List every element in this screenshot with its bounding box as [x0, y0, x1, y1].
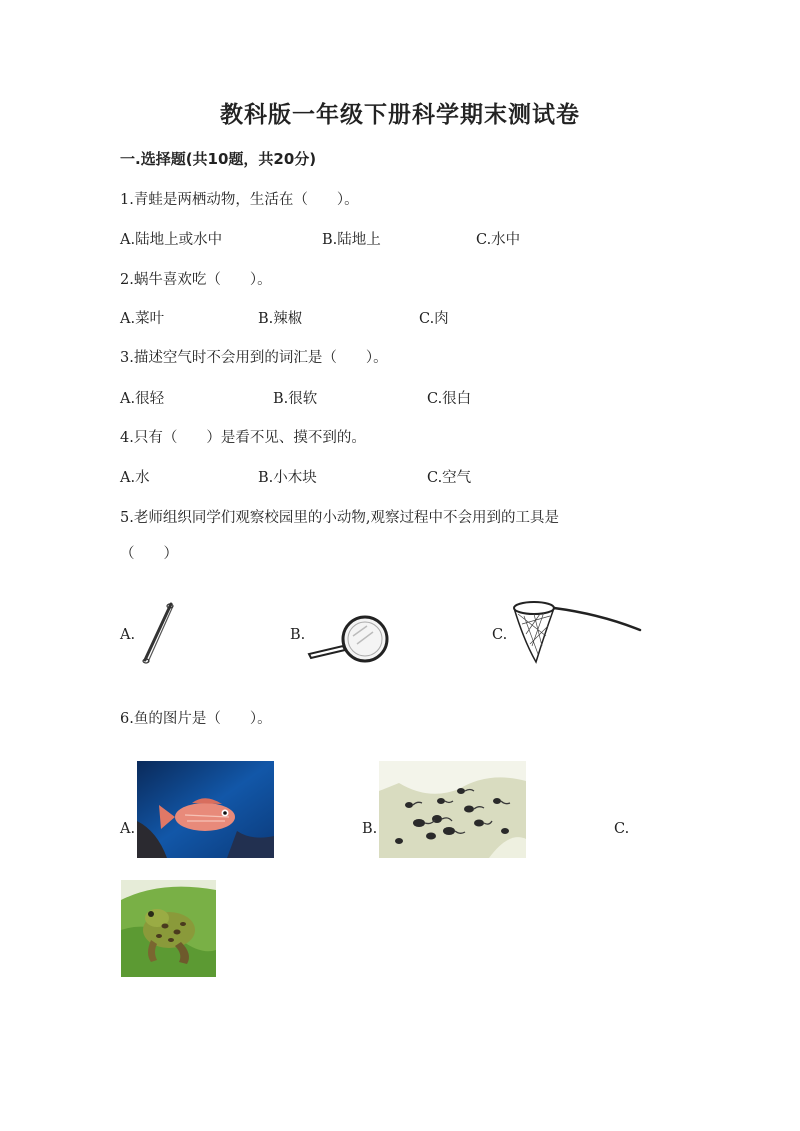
question-4: 4.只有（ ）是看不见、摸不到的。: [120, 430, 366, 446]
page-title: 教科版一年级下册科学期末测试卷: [220, 102, 580, 128]
tadpoles-photo: [379, 761, 526, 858]
question-6: 6.鱼的图片是（ ）。: [120, 711, 272, 727]
q1-option-c: C.水中: [476, 232, 521, 248]
q4-option-b: B.小木块: [258, 470, 317, 486]
section-heading: 一.选择题(共10题，共20分): [120, 150, 317, 168]
q6-option-c: C.: [614, 821, 630, 837]
fish-photo: [137, 761, 274, 858]
question-5: 5.老师组织同学们观察校园里的小动物,观察过程中不会用到的工具是: [120, 510, 559, 526]
tweezers-icon: [138, 600, 178, 666]
q2-option-a: A.菜叶: [120, 311, 165, 327]
question-2: 2.蜗牛喜欢吃（ ）。: [120, 272, 272, 288]
question-1: 1.青蛙是两栖动物，生活在（ ）。: [120, 192, 359, 208]
question-5-blank: （ ）: [120, 546, 178, 562]
q5-option-c: C.: [492, 627, 508, 643]
q3-option-b: B.很软: [273, 391, 318, 407]
q6-option-b: B.: [362, 821, 378, 837]
q1-option-a: A.陆地上或水中: [120, 232, 223, 248]
butterfly-net-icon: [510, 596, 644, 666]
q6-option-a: A.: [120, 821, 136, 837]
q3-option-c: C.很白: [427, 391, 472, 407]
q4-option-c: C.空气: [427, 470, 472, 486]
q1-option-b: B.陆地上: [322, 232, 381, 248]
question-3: 3.描述空气时不会用到的词汇是（ ）。: [120, 350, 388, 366]
frog-photo: [121, 880, 216, 977]
q3-option-a: A.很轻: [120, 391, 165, 407]
q5-option-b: B.: [290, 627, 306, 643]
q4-option-a: A.水: [120, 470, 150, 486]
q2-option-b: B.辣椒: [258, 311, 303, 327]
q5-option-a: A.: [120, 627, 136, 643]
q2-option-c: C.肉: [419, 311, 449, 327]
magnifying-glass-icon: [305, 614, 397, 664]
